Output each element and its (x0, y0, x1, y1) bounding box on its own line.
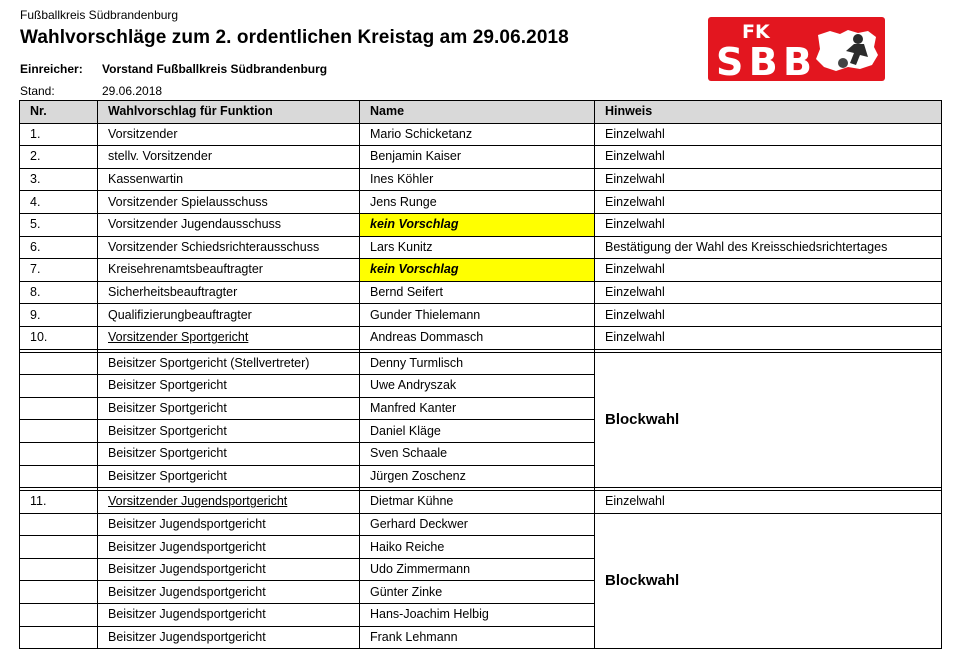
col-header-funktion: Wahlvorschlag für Funktion (98, 101, 360, 124)
cell-funktion: Vorsitzender Spielausschuss (98, 191, 360, 214)
cell-funktion: Sicherheitsbeauftragter (98, 281, 360, 304)
wahlvorschlaege-table (19, 100, 942, 649)
cell-funktion: Beisitzer Jugendsportgericht (98, 536, 360, 559)
cell-funktion: Beisitzer Sportgericht (98, 442, 360, 465)
logo-top-text: FK (742, 21, 770, 43)
cell-funktion: Vorsitzender Schiedsrichterausschuss (98, 236, 360, 259)
logo-ball (838, 58, 848, 68)
cell-name: Udo Zimmermann (360, 558, 595, 581)
stand-value: 29.06.2018 (102, 84, 163, 98)
cell-name: Manfred Kanter (360, 397, 595, 420)
cell-name: Benjamin Kaiser (360, 146, 595, 169)
cell-name: Günter Zinke (360, 581, 595, 604)
cell-nr: 2. (20, 146, 98, 169)
table-row (20, 146, 942, 169)
cell-hinweis: Einzelwahl (595, 146, 942, 169)
cell-nr (20, 352, 98, 375)
cell-name: Dietmar Kühne (360, 491, 595, 514)
cell-funktion: Beisitzer Jugendsportgericht (98, 581, 360, 604)
table-row (20, 259, 942, 282)
col-header-nr: Nr. (20, 101, 98, 124)
cell-name: Sven Schaale (360, 442, 595, 465)
table-row (20, 304, 942, 327)
cell-name: Mario Schicketanz (360, 123, 595, 146)
table-row (20, 168, 942, 191)
blockwahl-jugendsportgericht: Blockwahl (595, 513, 942, 649)
cell-hinweis: Einzelwahl (595, 191, 942, 214)
page-title: Wahlvorschläge zum 2. ordentlichen Kreistag am 29.06.2018 (20, 27, 569, 48)
table-row (20, 213, 942, 236)
cell-hinweis: Einzelwahl (595, 123, 942, 146)
logo-player-head (853, 34, 863, 44)
cell-name: Frank Lehmann (360, 626, 595, 649)
cell-nr: 10. (20, 326, 98, 349)
cell-name: Uwe Andryszak (360, 375, 595, 398)
cell-name: Gunder Thielemann (360, 304, 595, 327)
cell-funktion: Vorsitzender Sportgericht (98, 326, 360, 349)
cell-nr (20, 375, 98, 398)
cell-nr: 8. (20, 281, 98, 304)
cell-nr: 11. (20, 491, 98, 514)
cell-nr: 3. (20, 168, 98, 191)
cell-funktion: Vorsitzender Jugendausschuss (98, 213, 360, 236)
cell-funktion: Beisitzer Jugendsportgericht (98, 558, 360, 581)
cell-nr (20, 604, 98, 627)
cell-funktion: Beisitzer Sportgericht (98, 397, 360, 420)
table-row (20, 513, 942, 536)
cell-nr: 7. (20, 259, 98, 282)
cell-funktion: Beisitzer Sportgericht (98, 420, 360, 443)
cell-name: Lars Kunitz (360, 236, 595, 259)
cell-hinweis: Einzelwahl (595, 304, 942, 327)
cell-nr: 9. (20, 304, 98, 327)
cell-nr (20, 465, 98, 488)
cell-funktion: Beisitzer Sportgericht (98, 465, 360, 488)
cell-name: Hans-Joachim Helbig (360, 604, 595, 627)
einreicher-line (20, 62, 327, 76)
cell-name: Jens Runge (360, 191, 595, 214)
logo-main-text: SBB (716, 40, 812, 81)
cell-name: Andreas Dommasch (360, 326, 595, 349)
cell-hinweis: Bestätigung der Wahl des Kreisschiedsrichtertages (595, 236, 942, 259)
cell-funktion: stellv. Vorsitzender (98, 146, 360, 169)
cell-funktion: Vorsitzender Jugendsportgericht (98, 491, 360, 514)
cell-nr (20, 536, 98, 559)
cell-hinweis: Einzelwahl (595, 281, 942, 304)
cell-funktion: Beisitzer Jugendsportgericht (98, 604, 360, 627)
cell-hinweis: Einzelwahl (595, 491, 942, 514)
table-row (20, 123, 942, 146)
cell-funktion: Kreisehrenamtsbeauftragter (98, 259, 360, 282)
cell-name: Haiko Reiche (360, 536, 595, 559)
cell-name: Jürgen Zoschenz (360, 465, 595, 488)
cell-funktion: Beisitzer Jugendsportgericht (98, 626, 360, 649)
cell-name: Ines Köhler (360, 168, 595, 191)
stand-label: Stand: (20, 84, 55, 98)
einreicher-label: Einreicher: (20, 62, 83, 76)
cell-hinweis: Einzelwahl (595, 168, 942, 191)
table-header-row (20, 101, 942, 124)
table-row (20, 491, 942, 514)
cell-name: Daniel Kläge (360, 420, 595, 443)
table-row (20, 352, 942, 375)
cell-nr (20, 442, 98, 465)
cell-funktion: Beisitzer Sportgericht (98, 375, 360, 398)
cell-nr: 5. (20, 213, 98, 236)
cell-hinweis: Einzelwahl (595, 259, 942, 282)
table-row (20, 191, 942, 214)
einreicher-value: Vorstand Fußballkreis Südbrandenburg (102, 62, 328, 76)
cell-hinweis: Einzelwahl (595, 326, 942, 349)
cell-nr: 4. (20, 191, 98, 214)
cell-funktion: Beisitzer Sportgericht (Stellvertreter) (98, 352, 360, 375)
cell-funktion: Kassenwartin (98, 168, 360, 191)
cell-funktion: Qualifizierungbeauftragter (98, 304, 360, 327)
cell-nr: 6. (20, 236, 98, 259)
cell-funktion: Vorsitzender (98, 123, 360, 146)
cell-nr (20, 558, 98, 581)
cell-nr (20, 581, 98, 604)
table-row (20, 326, 942, 349)
cell-nr (20, 397, 98, 420)
cell-hinweis: Einzelwahl (595, 213, 942, 236)
blockwahl-sportgericht: Blockwahl (595, 352, 942, 488)
table-row (20, 236, 942, 259)
cell-nr (20, 626, 98, 649)
table-row (20, 281, 942, 304)
cell-name: Bernd Seifert (360, 281, 595, 304)
cell-nr: 1. (20, 123, 98, 146)
col-header-name: Name (360, 101, 595, 124)
col-header-hinweis: Hinweis (595, 101, 942, 124)
org-name: Fußballkreis Südbrandenburg (20, 8, 179, 22)
cell-name: Denny Turmlisch (360, 352, 595, 375)
fksbb-logo (708, 17, 885, 81)
cell-funktion: Beisitzer Jugendsportgericht (98, 513, 360, 536)
stand-line (20, 84, 162, 98)
cell-name: Gerhard Deckwer (360, 513, 595, 536)
cell-name-no-proposal: kein Vorschlag (360, 213, 595, 236)
cell-nr (20, 420, 98, 443)
cell-name-no-proposal: kein Vorschlag (360, 259, 595, 282)
cell-nr (20, 513, 98, 536)
